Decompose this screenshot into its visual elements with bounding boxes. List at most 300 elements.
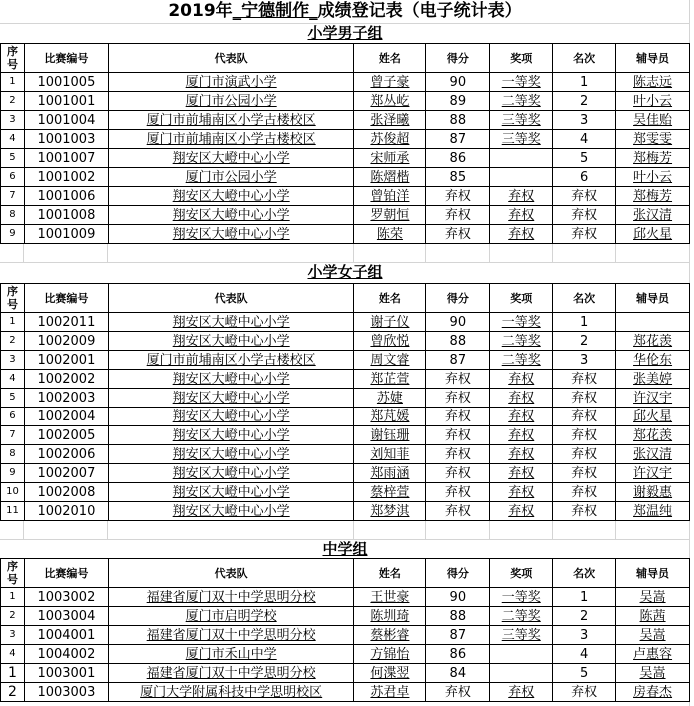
cell-score[interactable] bbox=[426, 73, 490, 91]
cell-score[interactable] bbox=[426, 92, 490, 110]
cell-name[interactable] bbox=[354, 92, 426, 110]
empty-cell[interactable] bbox=[616, 521, 690, 539]
cell-rank[interactable] bbox=[553, 149, 616, 167]
cell-score[interactable] bbox=[426, 626, 490, 644]
empty-cell[interactable] bbox=[426, 521, 490, 539]
cell-team[interactable] bbox=[109, 588, 355, 606]
cell-award[interactable] bbox=[490, 426, 553, 444]
cell-name[interactable] bbox=[354, 313, 426, 331]
column-header-name[interactable]: 姓名 bbox=[354, 44, 426, 72]
cell-name[interactable] bbox=[354, 626, 426, 644]
empty-cell[interactable] bbox=[354, 521, 426, 539]
empty-cell[interactable] bbox=[490, 244, 553, 262]
cell-team[interactable] bbox=[109, 683, 355, 701]
cell-match-id[interactable] bbox=[25, 464, 109, 482]
cell-rank[interactable] bbox=[553, 187, 616, 205]
cell-rank[interactable] bbox=[553, 626, 616, 644]
section-title[interactable] bbox=[0, 24, 690, 43]
cell-index[interactable] bbox=[1, 73, 25, 91]
cell-name[interactable] bbox=[354, 332, 426, 350]
blank-row[interactable] bbox=[0, 244, 690, 263]
cell-match-id[interactable] bbox=[25, 407, 109, 425]
cell-text: 郑雨涵 bbox=[370, 465, 410, 481]
column-header-coach[interactable]: 辅导员 bbox=[616, 559, 690, 587]
cell-index[interactable] bbox=[1, 168, 25, 186]
cell-coach[interactable] bbox=[616, 187, 690, 205]
cell-index[interactable] bbox=[1, 588, 25, 606]
cell-score[interactable] bbox=[426, 588, 490, 606]
cell-team[interactable] bbox=[109, 168, 355, 186]
cell-coach[interactable] bbox=[616, 389, 690, 407]
cell-score[interactable] bbox=[426, 664, 490, 682]
cell-team[interactable] bbox=[109, 73, 355, 91]
cell-rank[interactable] bbox=[553, 464, 616, 482]
cell-coach[interactable] bbox=[616, 206, 690, 224]
section-title[interactable] bbox=[0, 263, 690, 282]
cell-text: 5 bbox=[580, 150, 589, 166]
cell-match-id[interactable] bbox=[25, 483, 109, 501]
empty-cell[interactable] bbox=[24, 521, 108, 539]
cell-coach[interactable] bbox=[616, 225, 690, 243]
cell-index[interactable] bbox=[1, 502, 25, 520]
cell-team[interactable] bbox=[109, 664, 355, 682]
cell-coach[interactable] bbox=[616, 92, 690, 110]
cell-text: 弃权 bbox=[571, 207, 598, 223]
cell-score[interactable] bbox=[426, 313, 490, 331]
cell-index[interactable] bbox=[1, 351, 25, 369]
cell-score[interactable] bbox=[426, 187, 490, 205]
column-header-match-id[interactable]: 比赛编号 bbox=[25, 284, 109, 312]
cell-index[interactable] bbox=[1, 370, 25, 388]
cell-rank[interactable] bbox=[553, 645, 616, 663]
section-title-text: 中学组 bbox=[322, 540, 368, 558]
cell-award[interactable] bbox=[490, 664, 553, 682]
cell-award[interactable] bbox=[490, 464, 553, 482]
cell-match-id[interactable] bbox=[25, 168, 109, 186]
cell-text: 弃权 bbox=[571, 390, 598, 406]
cell-coach[interactable] bbox=[616, 645, 690, 663]
cell-award[interactable] bbox=[490, 111, 553, 129]
cell-match-id[interactable] bbox=[25, 588, 109, 606]
cell-team[interactable] bbox=[109, 351, 355, 369]
column-header-award[interactable]: 奖项 bbox=[490, 44, 553, 72]
cell-match-id[interactable] bbox=[25, 426, 109, 444]
cell-match-id[interactable] bbox=[25, 389, 109, 407]
cell-team[interactable] bbox=[109, 389, 355, 407]
cell-coach[interactable] bbox=[616, 445, 690, 463]
cell-rank[interactable] bbox=[553, 92, 616, 110]
empty-cell[interactable] bbox=[354, 244, 426, 262]
column-header-coach[interactable]: 辅导员 bbox=[616, 284, 690, 312]
cell-award[interactable] bbox=[490, 445, 553, 463]
table-row bbox=[0, 483, 690, 502]
cell-name[interactable] bbox=[354, 225, 426, 243]
cell-team[interactable] bbox=[109, 502, 355, 520]
cell-match-id[interactable] bbox=[25, 73, 109, 91]
cell-coach[interactable] bbox=[616, 464, 690, 482]
cell-team[interactable] bbox=[109, 426, 355, 444]
cell-match-id[interactable] bbox=[25, 370, 109, 388]
cell-index[interactable] bbox=[1, 445, 25, 463]
cell-team[interactable] bbox=[109, 607, 355, 625]
cell-rank[interactable] bbox=[553, 111, 616, 129]
cell-match-id[interactable] bbox=[25, 206, 109, 224]
cell-score[interactable] bbox=[426, 464, 490, 482]
column-header-index[interactable] bbox=[1, 284, 25, 312]
cell-rank[interactable] bbox=[553, 683, 616, 701]
cell-match-id[interactable] bbox=[25, 187, 109, 205]
cell-text: 88 bbox=[449, 608, 467, 624]
cell-score[interactable] bbox=[426, 168, 490, 186]
cell-coach[interactable] bbox=[616, 683, 690, 701]
column-header-index[interactable] bbox=[1, 44, 25, 72]
cell-team[interactable] bbox=[109, 206, 355, 224]
cell-coach[interactable] bbox=[616, 626, 690, 644]
cell-index[interactable] bbox=[1, 664, 25, 682]
cell-name[interactable] bbox=[354, 426, 426, 444]
cell-coach[interactable] bbox=[616, 502, 690, 520]
cell-coach[interactable] bbox=[616, 168, 690, 186]
cell-award[interactable] bbox=[490, 389, 553, 407]
cell-score[interactable] bbox=[426, 483, 490, 501]
cell-rank[interactable] bbox=[553, 370, 616, 388]
section-title[interactable] bbox=[0, 540, 690, 559]
cell-score[interactable] bbox=[426, 206, 490, 224]
title-author: _宁德制作_ bbox=[232, 1, 318, 21]
cell-match-id[interactable] bbox=[25, 313, 109, 331]
cell-index[interactable] bbox=[1, 149, 25, 167]
cell-award[interactable] bbox=[490, 206, 553, 224]
cell-index[interactable] bbox=[1, 645, 25, 663]
column-header-team[interactable]: 代表队 bbox=[109, 44, 355, 72]
cell-award[interactable] bbox=[490, 502, 553, 520]
cell-score[interactable] bbox=[426, 130, 490, 148]
cell-index[interactable] bbox=[1, 92, 25, 110]
cell-award[interactable] bbox=[490, 332, 553, 350]
cell-index[interactable] bbox=[1, 389, 25, 407]
cell-text: 1001004 bbox=[37, 112, 96, 128]
cell-index[interactable] bbox=[1, 130, 25, 148]
cell-rank[interactable] bbox=[553, 407, 616, 425]
cell-text: 90 bbox=[449, 314, 467, 330]
table-row bbox=[0, 426, 690, 445]
sheet-title[interactable] bbox=[0, 0, 690, 24]
column-header-char: 序 bbox=[6, 45, 18, 58]
cell-text: 1001007 bbox=[37, 150, 96, 166]
cell-name[interactable] bbox=[354, 130, 426, 148]
cell-match-id[interactable] bbox=[25, 683, 109, 701]
cell-rank[interactable] bbox=[553, 664, 616, 682]
cell-name[interactable] bbox=[354, 206, 426, 224]
cell-text: 许汉宇 bbox=[633, 390, 673, 406]
cell-rank[interactable] bbox=[553, 445, 616, 463]
cell-award[interactable] bbox=[490, 351, 553, 369]
cell-match-id[interactable] bbox=[25, 111, 109, 129]
cell-award[interactable] bbox=[490, 588, 553, 606]
column-header-award[interactable]: 奖项 bbox=[490, 559, 553, 587]
cell-match-id[interactable] bbox=[25, 645, 109, 663]
cell-coach[interactable] bbox=[616, 407, 690, 425]
cell-name[interactable] bbox=[354, 389, 426, 407]
cell-team[interactable] bbox=[109, 313, 355, 331]
cell-award[interactable] bbox=[490, 683, 553, 701]
table-row bbox=[0, 351, 690, 370]
cell-award[interactable] bbox=[490, 370, 553, 388]
section-title-text: 小学男子组 bbox=[307, 24, 383, 42]
cell-index[interactable] bbox=[1, 683, 25, 701]
cell-match-id[interactable] bbox=[25, 351, 109, 369]
column-header-score[interactable]: 得分 bbox=[426, 44, 490, 72]
cell-score[interactable] bbox=[426, 426, 490, 444]
cell-text: 吴嵩 bbox=[639, 589, 666, 605]
cell-index[interactable] bbox=[1, 426, 25, 444]
column-header-team[interactable]: 代表队 bbox=[109, 284, 355, 312]
cell-score[interactable] bbox=[426, 332, 490, 350]
cell-award[interactable] bbox=[490, 225, 553, 243]
cell-match-id[interactable] bbox=[25, 130, 109, 148]
empty-cell[interactable] bbox=[0, 521, 24, 539]
cell-team[interactable] bbox=[109, 445, 355, 463]
cell-team[interactable] bbox=[109, 149, 355, 167]
cell-score[interactable] bbox=[426, 445, 490, 463]
cell-score[interactable] bbox=[426, 225, 490, 243]
cell-coach[interactable] bbox=[616, 588, 690, 606]
cell-name[interactable] bbox=[354, 73, 426, 91]
cell-award[interactable] bbox=[490, 149, 553, 167]
cell-coach[interactable] bbox=[616, 483, 690, 501]
cell-team[interactable] bbox=[109, 645, 355, 663]
cell-match-id[interactable] bbox=[25, 626, 109, 644]
cell-score[interactable] bbox=[426, 645, 490, 663]
cell-rank[interactable] bbox=[553, 426, 616, 444]
column-header-coach[interactable]: 辅导员 bbox=[616, 44, 690, 72]
cell-index[interactable] bbox=[1, 407, 25, 425]
cell-rank[interactable] bbox=[553, 332, 616, 350]
cell-text: 弃权 bbox=[444, 371, 471, 387]
cell-team[interactable] bbox=[109, 407, 355, 425]
cell-text: 1 bbox=[8, 665, 17, 681]
cell-award[interactable] bbox=[490, 407, 553, 425]
cell-award[interactable] bbox=[490, 645, 553, 663]
cell-coach[interactable] bbox=[616, 149, 690, 167]
cell-coach[interactable] bbox=[616, 664, 690, 682]
column-header-match-id[interactable]: 比赛编号 bbox=[25, 44, 109, 72]
cell-index[interactable] bbox=[1, 332, 25, 350]
column-header-char: 序 bbox=[6, 285, 18, 298]
cell-team[interactable] bbox=[109, 464, 355, 482]
cell-team[interactable] bbox=[109, 626, 355, 644]
cell-rank[interactable] bbox=[553, 225, 616, 243]
cell-coach[interactable] bbox=[616, 313, 690, 331]
empty-cell[interactable] bbox=[616, 244, 690, 262]
cell-rank[interactable] bbox=[553, 483, 616, 501]
cell-award[interactable] bbox=[490, 168, 553, 186]
cell-match-id[interactable] bbox=[25, 607, 109, 625]
cell-text: 谢钰珊 bbox=[370, 427, 410, 443]
cell-rank[interactable] bbox=[553, 502, 616, 520]
cell-award[interactable] bbox=[490, 483, 553, 501]
cell-rank[interactable] bbox=[553, 206, 616, 224]
cell-team[interactable] bbox=[109, 483, 355, 501]
cell-coach[interactable] bbox=[616, 370, 690, 388]
column-header-match-id[interactable]: 比赛编号 bbox=[25, 559, 109, 587]
cell-score[interactable] bbox=[426, 607, 490, 625]
cell-text: 7 bbox=[9, 190, 16, 201]
cell-coach[interactable] bbox=[616, 607, 690, 625]
cell-text: 弃权 bbox=[571, 427, 598, 443]
column-header-award[interactable]: 奖项 bbox=[490, 284, 553, 312]
column-header-score[interactable]: 得分 bbox=[426, 559, 490, 587]
cell-text: 1001008 bbox=[37, 207, 96, 223]
cell-index[interactable] bbox=[1, 464, 25, 482]
cell-coach[interactable] bbox=[616, 351, 690, 369]
cell-name[interactable] bbox=[354, 483, 426, 501]
cell-name[interactable] bbox=[354, 464, 426, 482]
cell-text: 弃权 bbox=[571, 503, 598, 519]
table-row bbox=[0, 445, 690, 464]
empty-cell[interactable] bbox=[553, 521, 616, 539]
cell-team[interactable] bbox=[109, 111, 355, 129]
empty-cell[interactable] bbox=[108, 244, 354, 262]
cell-name[interactable] bbox=[354, 502, 426, 520]
cell-score[interactable] bbox=[426, 149, 490, 167]
cell-match-id[interactable] bbox=[25, 502, 109, 520]
cell-rank[interactable] bbox=[553, 351, 616, 369]
cell-rank[interactable] bbox=[553, 168, 616, 186]
cell-award[interactable] bbox=[490, 607, 553, 625]
cell-award[interactable] bbox=[490, 626, 553, 644]
cell-text: 苏君卓 bbox=[370, 684, 410, 700]
column-header-rank[interactable]: 名次 bbox=[553, 44, 616, 72]
cell-award[interactable] bbox=[490, 187, 553, 205]
cell-rank[interactable] bbox=[553, 130, 616, 148]
cell-team[interactable] bbox=[109, 225, 355, 243]
column-header-index[interactable] bbox=[1, 559, 25, 587]
cell-match-id[interactable] bbox=[25, 225, 109, 243]
blank-row[interactable] bbox=[0, 521, 690, 540]
column-header-name[interactable]: 姓名 bbox=[354, 559, 426, 587]
cell-text: 郑梦淇 bbox=[370, 503, 410, 519]
cell-rank[interactable] bbox=[553, 607, 616, 625]
empty-cell[interactable] bbox=[426, 244, 490, 262]
cell-name[interactable] bbox=[354, 370, 426, 388]
cell-name[interactable] bbox=[354, 407, 426, 425]
cell-text: 翔安区大嶝中心小学 bbox=[172, 150, 290, 166]
column-header-score[interactable]: 得分 bbox=[426, 284, 490, 312]
column-header-team[interactable]: 代表队 bbox=[109, 559, 355, 587]
cell-award[interactable] bbox=[490, 92, 553, 110]
cell-score[interactable] bbox=[426, 111, 490, 129]
cell-team[interactable] bbox=[109, 92, 355, 110]
cell-text: 弃权 bbox=[508, 371, 535, 387]
cell-index[interactable] bbox=[1, 313, 25, 331]
cell-text: 张汉清 bbox=[633, 207, 673, 223]
cell-index[interactable] bbox=[1, 206, 25, 224]
cell-match-id[interactable] bbox=[25, 664, 109, 682]
cell-index[interactable] bbox=[1, 626, 25, 644]
cell-name[interactable] bbox=[354, 645, 426, 663]
cell-index[interactable] bbox=[1, 111, 25, 129]
cell-text: 弃权 bbox=[444, 427, 471, 443]
cell-text: 弃权 bbox=[571, 684, 598, 700]
cell-text: 90 bbox=[449, 74, 467, 90]
cell-team[interactable] bbox=[109, 370, 355, 388]
cell-name[interactable] bbox=[354, 351, 426, 369]
cell-score[interactable] bbox=[426, 370, 490, 388]
cell-name[interactable] bbox=[354, 187, 426, 205]
column-header-name[interactable]: 姓名 bbox=[354, 284, 426, 312]
cell-award[interactable] bbox=[490, 313, 553, 331]
cell-name[interactable] bbox=[354, 149, 426, 167]
cell-text: 1 bbox=[580, 74, 589, 90]
column-header-rank[interactable]: 名次 bbox=[553, 559, 616, 587]
cell-score[interactable] bbox=[426, 407, 490, 425]
cell-score[interactable] bbox=[426, 502, 490, 520]
cell-text: 翔安区大嶝中心小学 bbox=[172, 226, 290, 242]
cell-index[interactable] bbox=[1, 607, 25, 625]
cell-team[interactable] bbox=[109, 187, 355, 205]
cell-coach[interactable] bbox=[616, 426, 690, 444]
cell-match-id[interactable] bbox=[25, 149, 109, 167]
cell-score[interactable] bbox=[426, 683, 490, 701]
cell-match-id[interactable] bbox=[25, 92, 109, 110]
cell-text: 郑梅芳 bbox=[633, 188, 673, 204]
cell-name[interactable] bbox=[354, 664, 426, 682]
cell-coach[interactable] bbox=[616, 130, 690, 148]
cell-match-id[interactable] bbox=[25, 445, 109, 463]
cell-award[interactable] bbox=[490, 130, 553, 148]
cell-name[interactable] bbox=[354, 445, 426, 463]
column-header-rank[interactable]: 名次 bbox=[553, 284, 616, 312]
cell-score[interactable] bbox=[426, 389, 490, 407]
cell-name[interactable] bbox=[354, 683, 426, 701]
cell-text: 87 bbox=[449, 131, 467, 147]
cell-coach[interactable] bbox=[616, 73, 690, 91]
cell-rank[interactable] bbox=[553, 588, 616, 606]
cell-name[interactable] bbox=[354, 111, 426, 129]
empty-cell[interactable] bbox=[24, 244, 108, 262]
cell-name[interactable] bbox=[354, 607, 426, 625]
cell-coach[interactable] bbox=[616, 332, 690, 350]
empty-cell[interactable] bbox=[490, 521, 553, 539]
cell-award[interactable] bbox=[490, 73, 553, 91]
cell-rank[interactable] bbox=[553, 389, 616, 407]
cell-rank[interactable] bbox=[553, 313, 616, 331]
cell-text: 曾铂洋 bbox=[370, 188, 410, 204]
cell-text: 4 bbox=[9, 133, 16, 144]
empty-cell[interactable] bbox=[0, 244, 24, 262]
cell-name[interactable] bbox=[354, 168, 426, 186]
cell-text: 厦门市启明学校 bbox=[185, 608, 277, 624]
cell-team[interactable] bbox=[109, 332, 355, 350]
cell-index[interactable] bbox=[1, 483, 25, 501]
empty-cell[interactable] bbox=[108, 521, 354, 539]
cell-rank[interactable] bbox=[553, 73, 616, 91]
cell-text: 1003003 bbox=[37, 684, 96, 700]
empty-cell[interactable] bbox=[553, 244, 616, 262]
cell-score[interactable] bbox=[426, 351, 490, 369]
cell-text: 厦门市演武小学 bbox=[185, 74, 277, 90]
cell-index[interactable] bbox=[1, 187, 25, 205]
table-row bbox=[0, 464, 690, 483]
cell-team[interactable] bbox=[109, 130, 355, 148]
cell-text: 1001003 bbox=[37, 131, 96, 147]
cell-name[interactable] bbox=[354, 588, 426, 606]
cell-text: 3 bbox=[9, 354, 16, 365]
cell-match-id[interactable] bbox=[25, 332, 109, 350]
cell-index[interactable] bbox=[1, 225, 25, 243]
cell-coach[interactable] bbox=[616, 111, 690, 129]
